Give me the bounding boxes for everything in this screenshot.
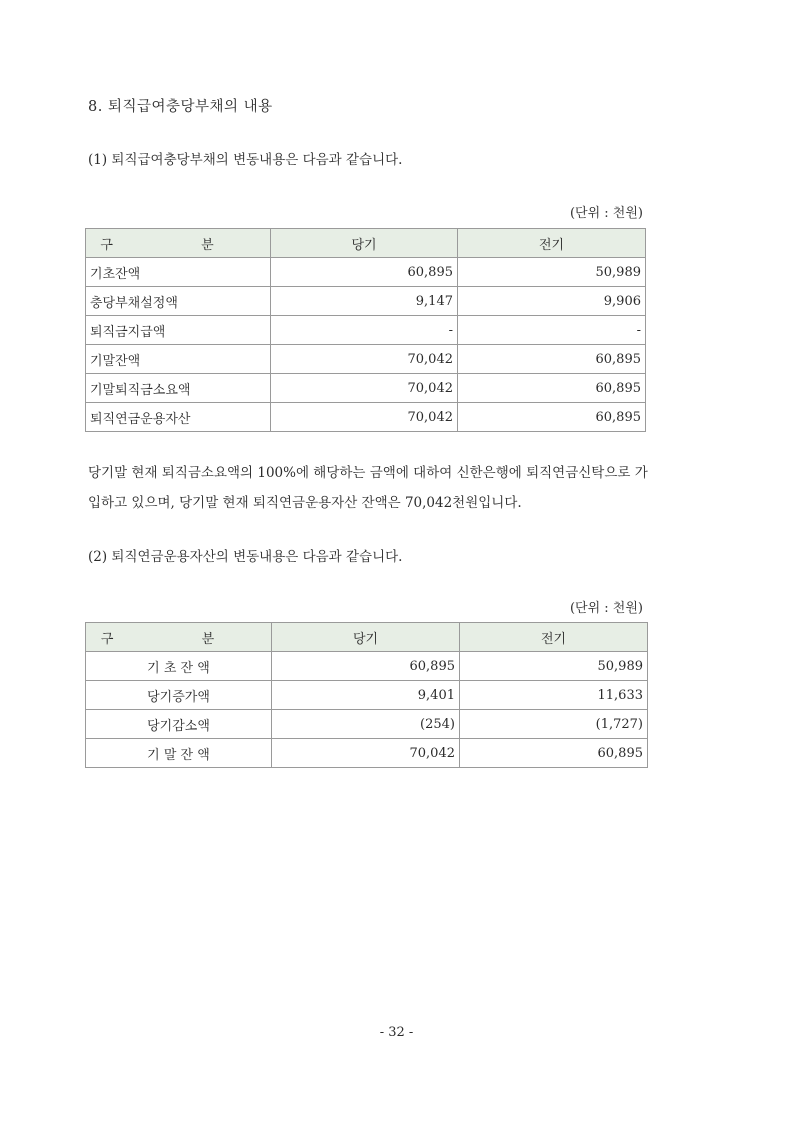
table-row <box>86 652 648 681</box>
table-row <box>86 403 646 432</box>
prior-value: 11,633 <box>460 681 648 710</box>
subsection-title-1: (1) 퇴직급여충당부채의 변동내용은 다음과 같습니다. <box>88 152 403 168</box>
header-prior-period: 전기 <box>458 229 646 258</box>
table-row <box>86 316 646 345</box>
current-value: 60,895 <box>271 258 458 287</box>
unit-label-2: (단위 : 천원) <box>569 601 643 616</box>
row-label: 기 말 잔 액 <box>86 739 272 768</box>
prior-value: 50,989 <box>458 258 646 287</box>
row-label: 당기감소액 <box>86 710 272 739</box>
prior-value: 50,989 <box>460 652 648 681</box>
table-header-row <box>86 623 648 652</box>
row-label: 기초잔액 <box>86 258 271 287</box>
prior-value: - <box>458 316 646 345</box>
row-label: 충당부채설정액 <box>86 287 271 316</box>
retirement-liability-table <box>85 228 646 432</box>
subsection-title-2: (2) 퇴직연금운용자산의 변동내용은 다음과 같습니다. <box>88 549 403 565</box>
table-header-row <box>86 229 646 258</box>
table-row <box>86 681 648 710</box>
header-current-period: 당기 <box>271 229 458 258</box>
current-value: 70,042 <box>271 345 458 374</box>
prior-value: 60,895 <box>460 739 648 768</box>
current-value: 60,895 <box>272 652 460 681</box>
header-current-period: 당기 <box>272 623 460 652</box>
header-prior-period: 전기 <box>460 623 648 652</box>
row-label: 기 초 잔 액 <box>86 652 272 681</box>
current-value: (254) <box>272 710 460 739</box>
pension-assets-table <box>85 622 648 768</box>
table-row <box>86 710 648 739</box>
body-paragraph: 당기말 현재 퇴직금소요액의 100%에 해당하는 금액에 대하여 신한은행에 퇴직연금신탁으로 가입하고 있으며, 당기말 현재 퇴직연금운용자산 잔액은 70,042천원입니다. <box>88 465 648 511</box>
current-value: - <box>271 316 458 345</box>
prior-value: (1,727) <box>460 710 648 739</box>
current-value: 70,042 <box>272 739 460 768</box>
current-value: 70,042 <box>271 403 458 432</box>
table-row <box>86 345 646 374</box>
table-row <box>86 287 646 316</box>
row-label: 당기증가액 <box>86 681 272 710</box>
row-label: 퇴직연금운용자산 <box>86 403 271 432</box>
table-row <box>86 739 648 768</box>
current-value: 9,147 <box>271 287 458 316</box>
unit-label-1: (단위 : 천원) <box>569 206 643 221</box>
current-value: 9,401 <box>272 681 460 710</box>
table-row <box>86 258 646 287</box>
section-heading: 8. 퇴직급여충당부채의 내용 <box>88 99 273 115</box>
header-category: 구 분 <box>86 229 271 258</box>
prior-value: 60,895 <box>458 374 646 403</box>
table-row <box>86 374 646 403</box>
prior-value: 60,895 <box>458 403 646 432</box>
row-label: 퇴직금지급액 <box>86 316 271 345</box>
prior-value: 60,895 <box>458 345 646 374</box>
current-value: 70,042 <box>271 374 458 403</box>
prior-value: 9,906 <box>458 287 646 316</box>
header-category: 구 분 <box>86 623 272 652</box>
row-label: 기말잔액 <box>86 345 271 374</box>
page-number: - 32 - <box>379 1025 414 1040</box>
row-label: 기말퇴직금소요액 <box>86 374 271 403</box>
